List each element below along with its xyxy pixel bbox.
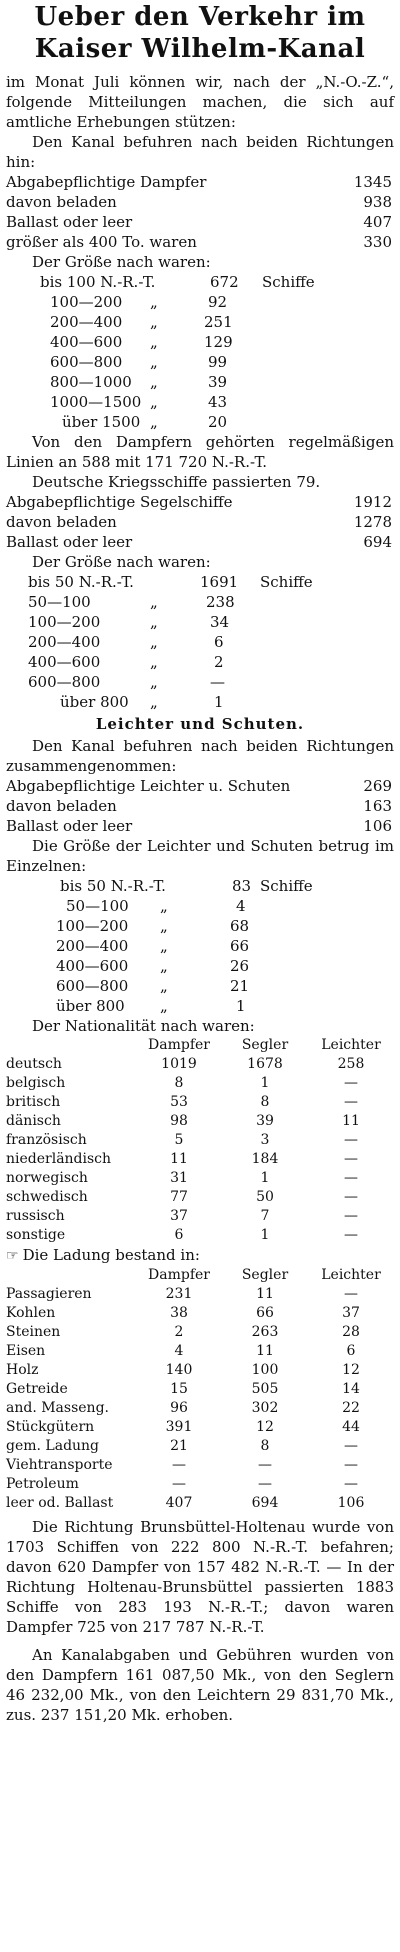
row-label: Ballast oder leer	[6, 817, 133, 835]
cell: 140	[165, 1362, 193, 1378]
size-unit: „	[150, 593, 158, 611]
cell: 505	[251, 1381, 279, 1397]
cell: —	[344, 1094, 358, 1110]
size-row	[0, 672, 400, 692]
table-row	[6, 1456, 394, 1475]
size-count: 6	[214, 633, 224, 651]
row-label: größer als 400 To. waren	[6, 233, 197, 251]
cell: 258	[337, 1056, 365, 1072]
cargo-table	[6, 1266, 394, 1513]
row-value: 694	[363, 533, 392, 551]
column-header: Segler	[241, 1267, 289, 1283]
table-row	[6, 1285, 394, 1304]
size-row	[0, 612, 400, 632]
size-row	[0, 392, 400, 412]
size-row	[0, 572, 400, 592]
size-range: 200—400	[28, 633, 101, 651]
size-unit: „	[160, 897, 168, 915]
sailing-list	[0, 492, 400, 552]
list-item	[0, 816, 400, 836]
steamers-intro: Den Kanal befuhren nach beiden Richtungen hin:	[6, 133, 394, 171]
lighters-intro: Den Kanal befuhren nach beiden Richtungen zusammengenommen:	[6, 737, 394, 775]
size-row	[0, 896, 400, 916]
size-row	[0, 976, 400, 996]
size-row	[0, 936, 400, 956]
size-count: 26	[230, 957, 250, 975]
cell: 5	[174, 1132, 184, 1148]
row-label: leer od. Ballast	[6, 1495, 114, 1511]
size-unit: „	[150, 373, 158, 391]
cell: 15	[170, 1381, 188, 1397]
size-range: 600—800	[28, 673, 101, 691]
row-value: 106	[363, 817, 392, 835]
column-header: Segler	[241, 1037, 289, 1053]
size-count: 251	[204, 313, 233, 331]
list-item	[0, 212, 400, 232]
cell: 106	[337, 1495, 365, 1511]
cell: 231	[165, 1286, 193, 1302]
size-range: 600—800	[50, 353, 123, 371]
table-header	[6, 1266, 394, 1285]
table-row	[6, 1074, 394, 1093]
row-label: britisch	[6, 1094, 61, 1110]
lighters-list	[0, 776, 400, 836]
cell: 21	[170, 1438, 188, 1454]
size-row	[0, 292, 400, 312]
nationality-intro: Der Nationalität nach waren:	[32, 1017, 255, 1035]
cell: 12	[256, 1419, 274, 1435]
size-range: 400—600	[50, 333, 123, 351]
cell: 38	[170, 1305, 188, 1321]
table-row	[6, 1131, 394, 1150]
lighter-size-list	[0, 876, 400, 1016]
header-spacer	[6, 1266, 136, 1285]
size-count: 1	[214, 693, 224, 711]
size-range: 100—200	[28, 613, 101, 631]
table-row	[6, 1323, 394, 1342]
list-item	[0, 796, 400, 816]
size-row	[0, 312, 400, 332]
size-unit: „	[150, 413, 158, 431]
size-range: 200—400	[56, 937, 129, 955]
size-unit: „	[160, 977, 168, 995]
row-label: Abgabepflichtige Dampfer	[6, 173, 207, 191]
size-unit: „	[150, 313, 158, 331]
size-row	[0, 692, 400, 712]
cell: —	[172, 1457, 186, 1473]
sailing-size-intro: Der Größe nach waren:	[32, 553, 211, 571]
cell: 1019	[161, 1056, 197, 1072]
size-range: über 800	[60, 693, 129, 711]
table-row	[6, 1169, 394, 1188]
table-row	[6, 1380, 394, 1399]
column-header: Dampfer	[148, 1037, 210, 1053]
cell: 12	[342, 1362, 360, 1378]
row-label: and. Masseng.	[6, 1400, 109, 1416]
size-row	[0, 956, 400, 976]
cell: 6	[346, 1343, 356, 1359]
cell: —	[258, 1476, 272, 1492]
header-spacer	[6, 1036, 136, 1055]
size-range: 50—100	[66, 897, 129, 915]
cell: 22	[342, 1400, 360, 1416]
row-value: 1278	[353, 513, 392, 531]
row-label: Ballast oder leer	[6, 533, 133, 551]
cell: —	[172, 1476, 186, 1492]
size-count: —	[210, 673, 225, 691]
cell: 7	[260, 1208, 270, 1224]
cell: 44	[342, 1419, 360, 1435]
cell: 11	[256, 1286, 274, 1302]
table-row	[6, 1342, 394, 1361]
size-row	[0, 412, 400, 432]
cell: 6	[174, 1227, 184, 1243]
row-label: belgisch	[6, 1075, 66, 1091]
cell: 391	[165, 1419, 193, 1435]
size-count: 1691	[200, 573, 239, 591]
lighters-heading: Leichter und Schuten.	[95, 715, 305, 733]
row-label: Steinen	[6, 1324, 61, 1340]
row-value: 938	[363, 193, 392, 211]
table-header	[6, 1036, 394, 1055]
size-count: 66	[230, 937, 250, 955]
table-row	[6, 1150, 394, 1169]
size-unit: „	[150, 393, 158, 411]
cell: 39	[256, 1113, 274, 1129]
cell: 31	[170, 1170, 188, 1186]
size-range: bis 100 N.-R.-T.	[40, 273, 156, 291]
table-row	[6, 1304, 394, 1323]
size-row	[0, 372, 400, 392]
column-header: Dampfer	[148, 1267, 210, 1283]
size-unit: „	[150, 333, 158, 351]
row-value: 330	[363, 233, 392, 251]
table-row	[6, 1494, 394, 1513]
size-unit: „	[150, 633, 158, 651]
size-unit: „	[150, 693, 158, 711]
cell: 407	[165, 1495, 193, 1511]
cell: 77	[170, 1189, 188, 1205]
cell: 4	[174, 1343, 184, 1359]
cell: 37	[342, 1305, 360, 1321]
fees-paragraph: An Kanalabgaben und Gebühren wurden von den Dampfern 161 087,50 Mk., von den Seglern 46 232,00 Mk., von den Leichtern 29 831,70 Mk., zus. 237 151,20 Mk. erhoben.	[6, 1646, 394, 1724]
cell: —	[344, 1075, 358, 1091]
size-unit: „	[160, 957, 168, 975]
size-row	[0, 272, 400, 292]
size-row	[0, 352, 400, 372]
cell: 694	[251, 1495, 279, 1511]
table-row	[6, 1055, 394, 1074]
row-label: Stückgütern	[6, 1419, 95, 1435]
row-label: davon beladen	[6, 513, 117, 531]
cell: 11	[342, 1113, 360, 1129]
cell: 184	[251, 1151, 279, 1167]
size-range: 100—200	[56, 917, 129, 935]
row-label: schwedisch	[6, 1189, 88, 1205]
cargo-intro: Die Ladung bestand in:	[22, 1246, 200, 1264]
size-count: 34	[210, 613, 230, 631]
list-item	[0, 192, 400, 212]
cell: 1	[260, 1075, 270, 1091]
size-count: 20	[208, 413, 228, 431]
size-unit: „	[150, 293, 158, 311]
sailing-size-list	[0, 572, 400, 712]
size-unit: Schiffe	[262, 273, 315, 291]
size-count: 68	[230, 917, 250, 935]
size-unit: „	[150, 353, 158, 371]
size-count: 238	[206, 593, 235, 611]
table-row	[6, 1361, 394, 1380]
size-range: 200—400	[50, 313, 123, 331]
size-unit: „	[160, 937, 168, 955]
row-label: Holz	[6, 1362, 39, 1378]
table-row	[6, 1188, 394, 1207]
size-unit: „	[160, 997, 168, 1015]
row-label: russisch	[6, 1208, 65, 1224]
size-row	[0, 592, 400, 612]
cell: —	[344, 1457, 358, 1473]
row-value: 269	[363, 777, 392, 795]
row-label: dänisch	[6, 1113, 61, 1129]
cell: 14	[342, 1381, 360, 1397]
size-row	[0, 876, 400, 896]
size-count: 129	[204, 333, 233, 351]
row-value: 163	[363, 797, 392, 815]
size-range: über 800	[56, 997, 125, 1015]
cell: 96	[170, 1400, 188, 1416]
cell: —	[344, 1189, 358, 1205]
size-count: 83	[232, 877, 252, 895]
steamer-note: Von den Dampfern gehörten regelmäßigen Linien an 588 mit 171 720 N.-R.-T.	[6, 433, 394, 471]
list-item	[0, 172, 400, 192]
size-range: 800—1000	[50, 373, 132, 391]
cell: 8	[260, 1094, 270, 1110]
size-count: 39	[208, 373, 228, 391]
column-header: Leichter	[321, 1037, 381, 1053]
size-unit: „	[160, 917, 168, 935]
cell: —	[258, 1457, 272, 1473]
cell: 37	[170, 1208, 188, 1224]
size-count: 99	[208, 353, 228, 371]
size-unit: „	[150, 673, 158, 691]
size-count: 1	[236, 997, 246, 1015]
size-count: 4	[236, 897, 246, 915]
lighter-size-intro: Die Größe der Leichter und Schuten betrug im Einzelnen:	[6, 837, 394, 875]
size-count: 43	[208, 393, 228, 411]
row-label: deutsch	[6, 1056, 62, 1072]
cell: 1	[260, 1170, 270, 1186]
row-label: sonstige	[6, 1227, 66, 1243]
row-label: Passagieren	[6, 1286, 92, 1302]
intro-paragraph: im Monat Juli können wir, nach der „N.-O.-Z.“, folgende Mitteilungen machen, die sich auf amtliche Erhebungen stützen:	[6, 73, 394, 131]
cell: —	[344, 1132, 358, 1148]
size-count: 92	[208, 293, 228, 311]
article-title-line-2: Kaiser Wilhelm-Kanal	[34, 34, 366, 64]
cell: 66	[256, 1305, 274, 1321]
table-row	[6, 1418, 394, 1437]
row-label: Abgabepflichtige Leichter u. Schuten	[6, 777, 291, 795]
size-count: 672	[210, 273, 239, 291]
steamers-list	[0, 172, 400, 252]
size-range: 50—100	[28, 593, 91, 611]
size-range: über 1500	[62, 413, 141, 431]
cell: —	[344, 1286, 358, 1302]
cell: 98	[170, 1113, 188, 1129]
cell: —	[344, 1151, 358, 1167]
size-range: 100—200	[50, 293, 123, 311]
table-row	[6, 1437, 394, 1456]
row-label: norwegisch	[6, 1170, 88, 1186]
size-row	[0, 652, 400, 672]
table-row	[6, 1112, 394, 1131]
table-row	[6, 1093, 394, 1112]
pointing-hand-icon: ☞	[6, 1248, 19, 1264]
row-label: Viehtransporte	[6, 1457, 113, 1473]
table-row	[6, 1226, 394, 1245]
list-item	[0, 532, 400, 552]
size-unit: Schiffe	[260, 573, 313, 591]
cell: —	[344, 1208, 358, 1224]
row-label: davon beladen	[6, 797, 117, 815]
table-row	[6, 1475, 394, 1494]
size-unit: Schiffe	[260, 877, 313, 895]
row-label: davon beladen	[6, 193, 117, 211]
list-item	[0, 232, 400, 252]
cell: 11	[256, 1343, 274, 1359]
cell: 8	[174, 1075, 184, 1091]
row-value: 407	[363, 213, 392, 231]
table-row	[6, 1399, 394, 1418]
article-title-line-1: Ueber den Verkehr im	[34, 2, 366, 32]
steamer-size-list	[0, 272, 400, 432]
row-label: französisch	[6, 1132, 87, 1148]
size-range: 600—800	[56, 977, 129, 995]
row-label: Ballast oder leer	[6, 213, 133, 231]
cell: 8	[260, 1438, 270, 1454]
size-range: 1000—1500	[50, 393, 142, 411]
row-label: gem. Ladung	[6, 1438, 100, 1454]
cell: 50	[256, 1189, 274, 1205]
size-range: 400—600	[56, 957, 129, 975]
row-label: Getreide	[6, 1381, 68, 1397]
cell: 53	[170, 1094, 188, 1110]
row-label: Eisen	[6, 1343, 46, 1359]
warships-line: Deutsche Kriegsschiffe passierten 79.	[32, 473, 321, 491]
size-count: 21	[230, 977, 250, 995]
cell: —	[344, 1438, 358, 1454]
size-range: bis 50 N.-R.-T.	[60, 877, 166, 895]
direction-paragraph: Die Richtung Brunsbüttel-Holtenau wurde von 1703 Schiffen von 222 800 N.-R.-T. befahren; davon 620 Dampfer von 157 482 N.-R.-T. — In der Richtung Holtenau-Brunsbüttel passierten 1883 Schiffe von 283 193 N.-R.-T.; davon waren Dampfer 725 von 217 787 N.-R.-T.	[6, 1518, 394, 1636]
list-item	[0, 492, 400, 512]
size-range: bis 50 N.-R.-T.	[28, 573, 134, 591]
size-unit: „	[150, 653, 158, 671]
row-label: Abgabepflichtige Segelschiffe	[6, 493, 233, 511]
size-range: 400—600	[28, 653, 101, 671]
cell: —	[344, 1170, 358, 1186]
cell: 1678	[247, 1056, 283, 1072]
list-item	[0, 776, 400, 796]
cell: 11	[170, 1151, 188, 1167]
row-label: niederländisch	[6, 1151, 112, 1167]
size-row	[0, 916, 400, 936]
list-item	[0, 512, 400, 532]
row-label: Kohlen	[6, 1305, 56, 1321]
size-row	[0, 996, 400, 1016]
cell: 302	[251, 1400, 279, 1416]
cell: 2	[174, 1324, 184, 1340]
cargo-intro-line	[0, 1245, 400, 1266]
size-count: 2	[214, 653, 224, 671]
column-header: Leichter	[321, 1267, 381, 1283]
cell: 263	[251, 1324, 279, 1340]
cell: —	[344, 1476, 358, 1492]
table-row	[6, 1207, 394, 1226]
row-value: 1345	[353, 173, 392, 191]
size-row	[0, 332, 400, 352]
size-unit: „	[150, 613, 158, 631]
row-value: 1912	[353, 493, 392, 511]
cell: 100	[251, 1362, 279, 1378]
steamer-size-intro: Der Größe nach waren:	[32, 253, 211, 271]
cell: 3	[260, 1132, 270, 1148]
cell: 1	[260, 1227, 270, 1243]
cell: 28	[342, 1324, 360, 1340]
cell: —	[344, 1227, 358, 1243]
row-label: Petroleum	[6, 1476, 79, 1492]
nationality-table	[6, 1036, 394, 1245]
size-row	[0, 632, 400, 652]
